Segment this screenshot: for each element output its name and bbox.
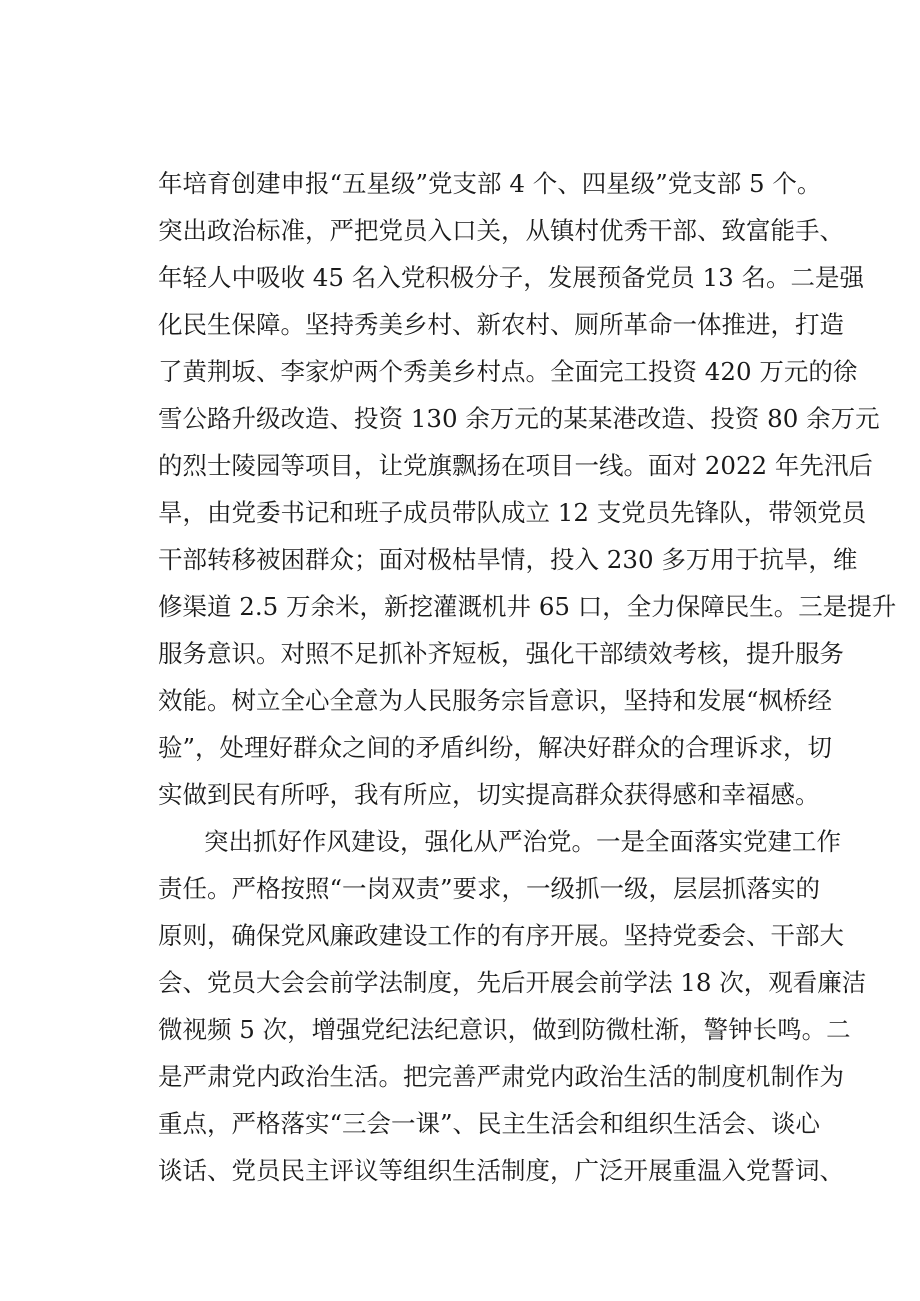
text-line: 效能。树立全心全意为人民服务宗旨意识，坚持和发展“枫桥经 xyxy=(158,686,833,715)
text-line: 会、党员大会会前学法制度，先后开展会前学法 18 次，观看廉洁 xyxy=(158,968,867,997)
text-line: 责任。严格按照“一岗双责”要求，一级抓一级，层层抓落实的 xyxy=(158,874,821,903)
text-line: 干部转移被困群众；面对极枯旱情，投入 230 多万用于抗旱，维 xyxy=(158,545,858,574)
text-line: 了黄荆坂、李家炉两个秀美乡村点。全面完工投资 420 万元的徐 xyxy=(158,357,858,386)
text-line: 雪公路升级改造、投资 130 余万元的某某港改造、投资 80 余万元 xyxy=(158,404,880,433)
text-line: 旱，由党委书记和班子成员带队成立 12 支党员先锋队，带领党员 xyxy=(158,498,867,527)
text-line: 年轻人中吸收 45 名入党积极分子，发展预备党员 13 名。二是强 xyxy=(158,263,864,292)
text-line: 修渠道 2.5 万余米，新挖灌溉机井 65 口，全力保障民生。三是提升 xyxy=(158,592,897,621)
text-line: 微视频 5 次，增强党纪法纪意识，做到防微杜渐，警钟长鸣。二 xyxy=(158,1015,851,1044)
text-line: 实做到民有所呼，我有所应，切实提高群众获得感和幸福感。 xyxy=(158,780,820,809)
text-line: 的烈士陵园等项目，让党旗飘扬在项目一线。面对 2022 年先汛后 xyxy=(158,451,873,480)
text-line: 突出政治标准，严把党员入口关，从镇村优秀干部、致富能手、 xyxy=(158,216,844,245)
text-line: 重点，严格落实“三会一课”、民主生活会和组织生活会、谈心 xyxy=(158,1109,821,1138)
paragraph xyxy=(158,818,867,1194)
text-line: 原则，确保党风廉政建设工作的有序开展。坚持党委会、干部大 xyxy=(158,921,844,950)
text-line: 化民生保障。坚持秀美乡村、新农村、厕所革命一体推进，打造 xyxy=(158,310,844,339)
text-line: 谈话、党员民主评议等组织生活制度，广泛开展重温入党誓词、 xyxy=(158,1156,844,1185)
text-line: 服务意识。对照不足抓补齐短板，强化干部绩效考核，提升服务 xyxy=(158,639,844,668)
text-line: 突出抓好作风建设，强化从严治党。一是全面落实党建工作 xyxy=(204,827,841,856)
text-line: 年培育创建申报“五星级”党支部 4 个、四星级”党支部 5 个。 xyxy=(158,169,822,198)
text-line: 是严肃党内政治生活。把完善严肃党内政治生活的制度机制作为 xyxy=(158,1062,844,1091)
document-body xyxy=(158,160,897,1194)
text-line: 验”，处理好群众之间的矛盾纠纷，解决好群众的合理诉求，切 xyxy=(158,733,833,762)
paragraph xyxy=(158,160,897,818)
